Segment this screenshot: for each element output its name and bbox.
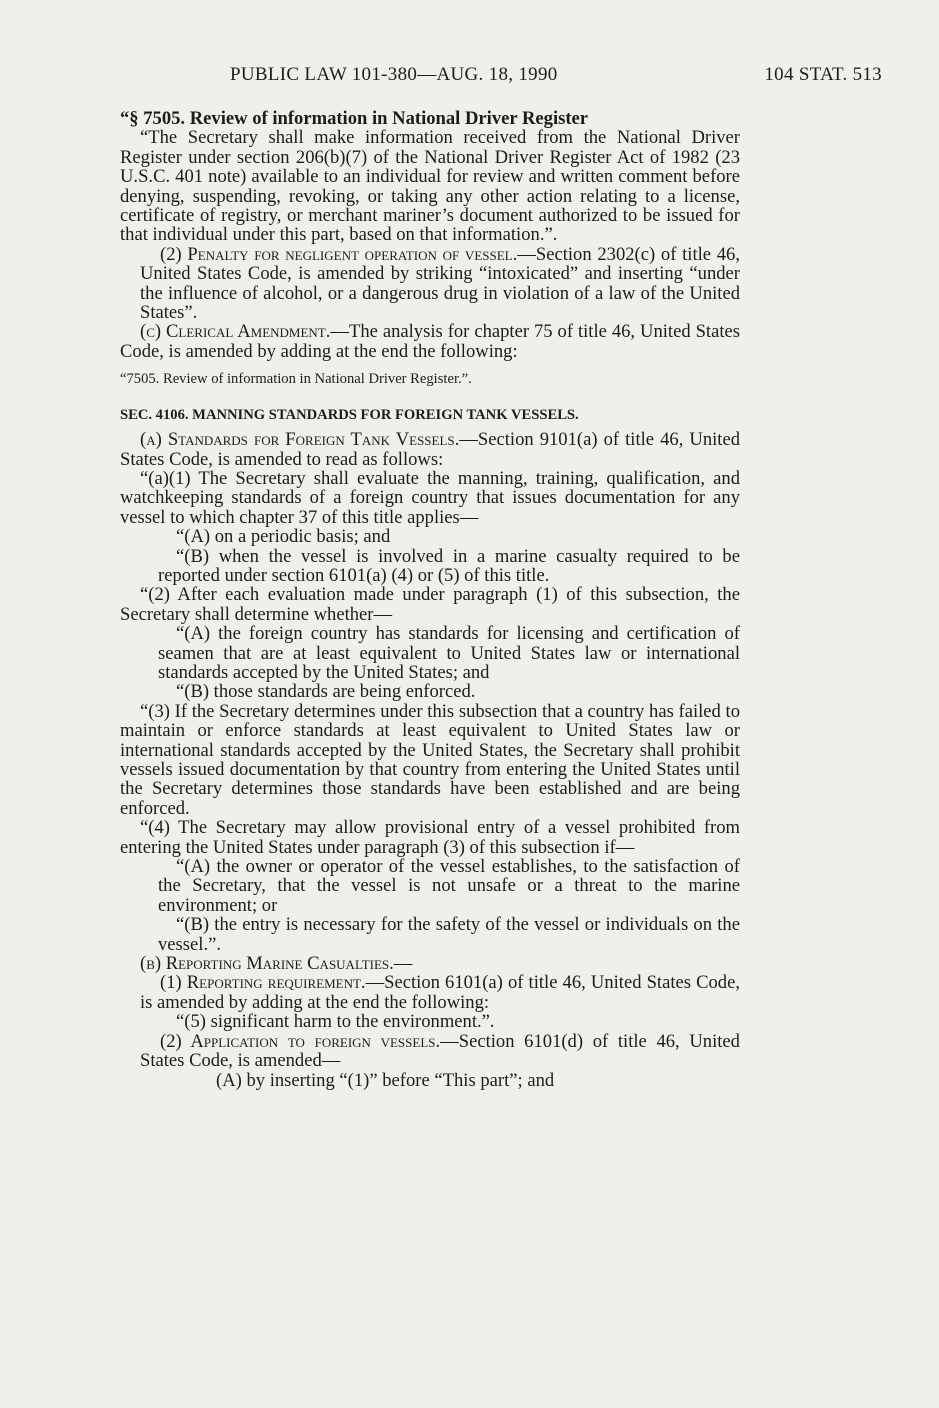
subsection-b1-text: —Section 6101(a) of title 46, United States Code, is amended by adding at the end the following: <box>140 972 740 1013</box>
subsection-c <box>120 322 740 361</box>
subsection-a-label: (a) Standards for Foreign Tank Vessels. <box>140 429 460 451</box>
subsection-a1: “(a)(1) The Secretary shall evaluate the manning, training, qualification, and watchkeeping standards of a foreign country that issues documentation for any vessel to which chapter 37 of this title applies— <box>120 467 740 528</box>
subsection-a4: “(4) The Secretary may allow provisional entry of a vessel prohibited from entering the United States under paragraph (3) of this subsection if— <box>120 817 740 858</box>
subsection-b1 <box>120 973 740 1012</box>
document-body <box>120 109 740 1090</box>
stat-page-number: 104 STAT. 513 <box>764 64 882 85</box>
subsection-b2-text: —Section 6101(d) of title 46, United States Code, is amended— <box>140 1030 740 1072</box>
subsection-b2 <box>120 1032 740 1071</box>
subsection-b <box>120 954 740 973</box>
subsection-a1-A: “(A) on a periodic basis; and <box>176 526 391 548</box>
subsection-a2-B: “(B) those standards are being enforced. <box>176 681 476 703</box>
subsection-a4-B: “(B) the entry is necessary for the safety of the vessel or individuals on the vessel.”. <box>158 914 740 955</box>
section-7505-text: “The Secretary shall make information received from the National Driver Register under section 206(b)(7) of the National Driver Register Act of 1982 (23 U.S.C. 401 note) available to an individual for review and written comment before denying, suspending, revoking, or taking any other action relating to a license, certificate of registry, or merchant mariner’s document authorized to be issued for that individual under this part, based on that information.”. <box>120 127 740 246</box>
paragraph-2 <box>120 245 740 323</box>
analysis-line: “7505. Review of information in National Driver Register.”. <box>120 371 472 388</box>
subsection-b1-label: (1) Reporting requirement. <box>160 972 366 994</box>
section-4106-heading: SEC. 4106. MANNING STANDARDS FOR FOREIGN TANK VESSELS. <box>120 406 579 423</box>
subsection-a1-B: “(B) when the vessel is involved in a marine casualty required to be reported under section 6101(a) (4) or (5) of this title. <box>158 545 740 586</box>
subsection-b-text: — <box>393 953 413 975</box>
subsection-b2-A: (A) by inserting “(1)” before “This part”; and <box>216 1069 555 1091</box>
subsection-c-label: (c) Clerical Amendment. <box>140 321 331 343</box>
subsection-b2-label: (2) Application to foreign vessels. <box>160 1030 441 1052</box>
subsection-a4-A: “(A) the owner or operator of the vessel establishes, to the satisfaction of the Secretary, that the vessel is not unsafe or a threat to the marine environment; or <box>158 856 740 916</box>
section-7505-heading: “§ 7505. Review of information in National Driver Register <box>120 108 589 129</box>
subsection-c-text: —The analysis for chapter 75 of title 46, United States Code, is amended by adding at the end the following: <box>120 321 740 362</box>
subsection-a-text: —Section 9101(a) of title 46, United States Code, is amended to read as follows: <box>120 429 740 470</box>
subsection-a <box>120 430 740 469</box>
subsection-a3: “(3) If the Secretary determines under this subsection that a country has failed to maintain or enforce standards at least equivalent to United States law or international standards accepted by the United States, the Secretary shall prohibit vessels issued documentation by that country from entering the United States until the Secretary determines those standards have been established and are being enforced. <box>120 700 740 819</box>
law-citation: PUBLIC LAW 101-380—AUG. 18, 1990 <box>230 64 558 85</box>
subsection-b-label: (b) Reporting Marine Casualties. <box>140 953 394 975</box>
subsection-a2: “(2) After each evaluation made under paragraph (1) of this subsection, the Secretary shall determine whether— <box>120 584 740 625</box>
subsection-a2-A: “(A) the foreign country has standards for licensing and certification of seamen that are at least equivalent to United States law or international standards accepted by the United States; and <box>158 623 740 683</box>
paragraph-2-text: —Section 2302(c) of title 46, United States Code, is amended by striking “intoxicated” and inserting “under the influence of alcohol, or a dangerous drug in violation of a law of the United States”. <box>140 243 740 324</box>
subsection-b1-quote: “(5) significant harm to the environment.”. <box>176 1011 495 1033</box>
paragraph-2-label: (2) Penalty for negligent operation of vessel. <box>160 243 518 265</box>
